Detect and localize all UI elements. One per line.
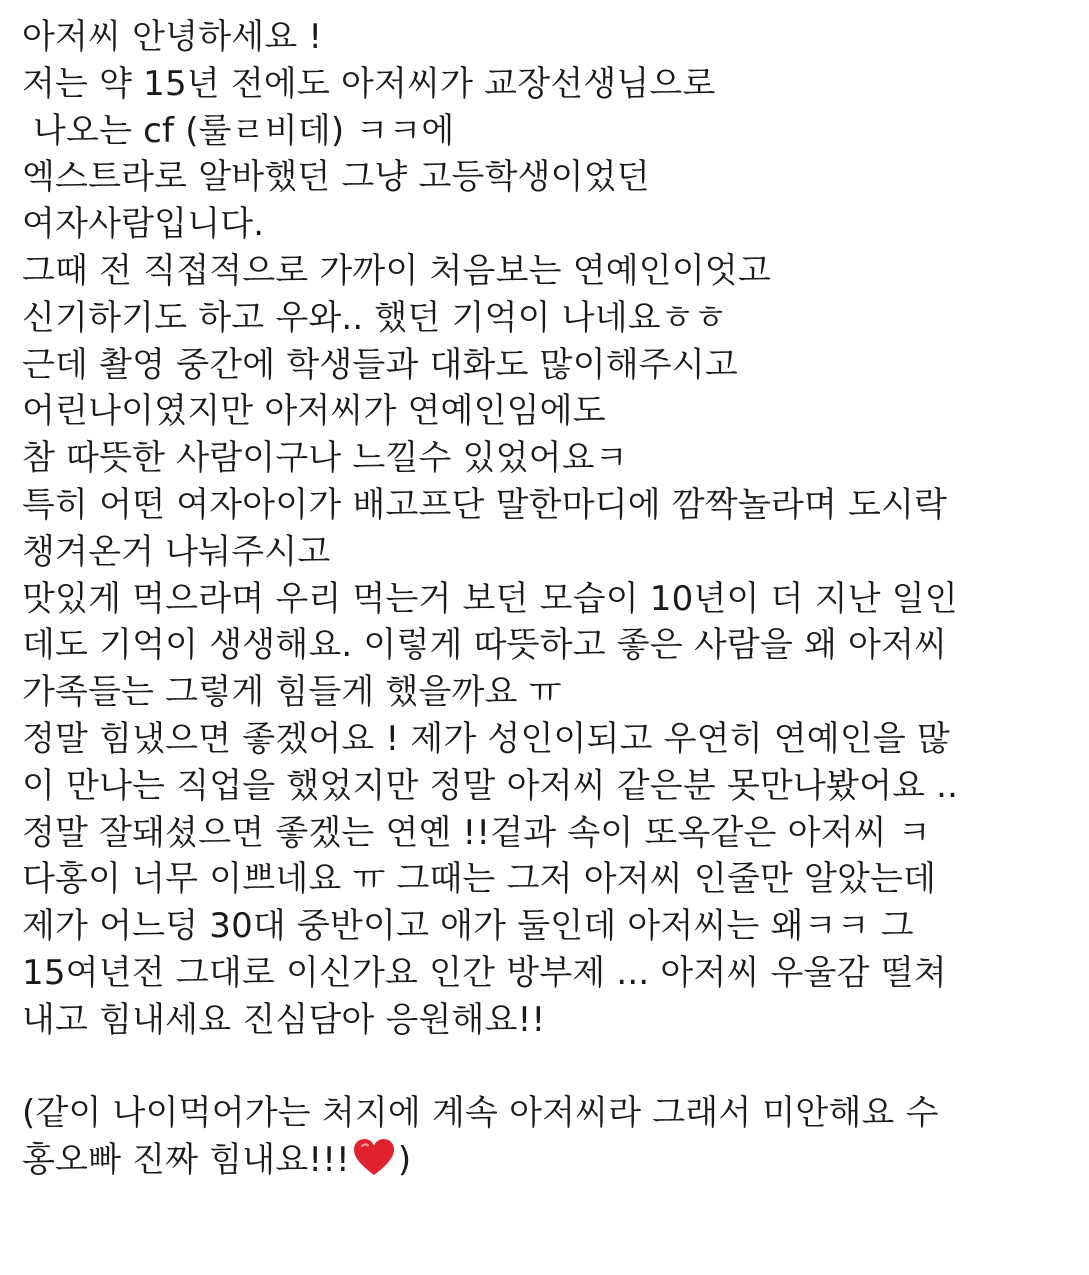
text-line: 나오는 cf (룰ㄹ비데) ㅋㅋ에	[22, 110, 455, 151]
ps-line	[22, 1137, 1072, 1184]
text-line: 이 만나는 직업을 했었지만 정말 아저씨 같은분 못만나봤어요 ..	[22, 765, 959, 806]
text-line: 아저씨 안녕하세요 !	[22, 17, 323, 57]
text-line: 엑스트라로 알바했던 그냥 고등학생이었던	[22, 157, 650, 198]
text-line: 15여년전 그대로 이신가요 인간 방부제 ... 아저씨 우울감 떨쳐	[22, 952, 947, 993]
text-line: 어린나이였지만 아저씨가 연예인임에도	[22, 391, 606, 432]
text-line: 가족들는 그렇게 힘들게 했을까요 ㅠ	[22, 672, 562, 713]
text-line: 제가 어느덩 30대 중반이고 애가 둘인데 아저씨는 왜ㅋㅋ 그	[22, 906, 914, 947]
text-line: 여자사람입니다.	[22, 204, 265, 245]
text-line: 데도 기억이 생생해요. 이렇게 따뜻하고 좋은 사람을 왜 아저씨	[22, 625, 948, 666]
text-line: 근데 촬영 중간에 학생들과 대화도 많이해주시고	[22, 344, 738, 385]
text-line: 특히 어떤 여자아이가 배고프단 말한마디에 깜짝놀라며 도시락	[22, 484, 948, 525]
text-line: 정말 잘돼셨으면 좋겠는 연옌 !!겉과 속이 또옥같은 아저씨 ㅋ	[22, 812, 931, 853]
text-line: 참 따뜻한 사람이구나 느낄수 있었어요ㅋ	[22, 438, 628, 479]
ps-line-text: 홍오빠 진짜 힘내요!!!	[22, 1140, 350, 1181]
paragraph-gap	[22, 1044, 1072, 1091]
text-line: 다홍이 너무 이쁘네요 ㅠ 그때는 그저 아저씨 인줄만 알았는데	[22, 859, 937, 900]
text-line: 맛있게 먹으라며 우리 먹는거 보던 모습이 10년이 더 지난 일인	[22, 578, 958, 619]
ps-line: (같이 나이먹어가는 처지에 계속 아저씨라 그래서 미안해요 수	[22, 1093, 939, 1134]
text-line: 챙겨온거 나눠주시고	[22, 531, 331, 572]
text-line: 그때 전 직접적으로 가까이 처음보는 연예인이엇고	[22, 250, 771, 291]
text-line: 신기하기도 하고 우와.. 했던 기억이 나네요ㅎㅎ	[22, 297, 727, 338]
text-line: 저는 약 15년 전에도 아저씨가 교장선생님으로	[22, 63, 716, 104]
text-line: 내고 힘내세요 진심담아 응원해요!!	[22, 999, 546, 1040]
ps-line-end: )	[397, 1140, 412, 1181]
text-line: 정말 힘냈으면 좋겠어요 ! 제가 성인이되고 우연히 연예인을 많	[22, 718, 950, 759]
heart-icon	[352, 1137, 396, 1190]
post-body	[22, 14, 1072, 1184]
